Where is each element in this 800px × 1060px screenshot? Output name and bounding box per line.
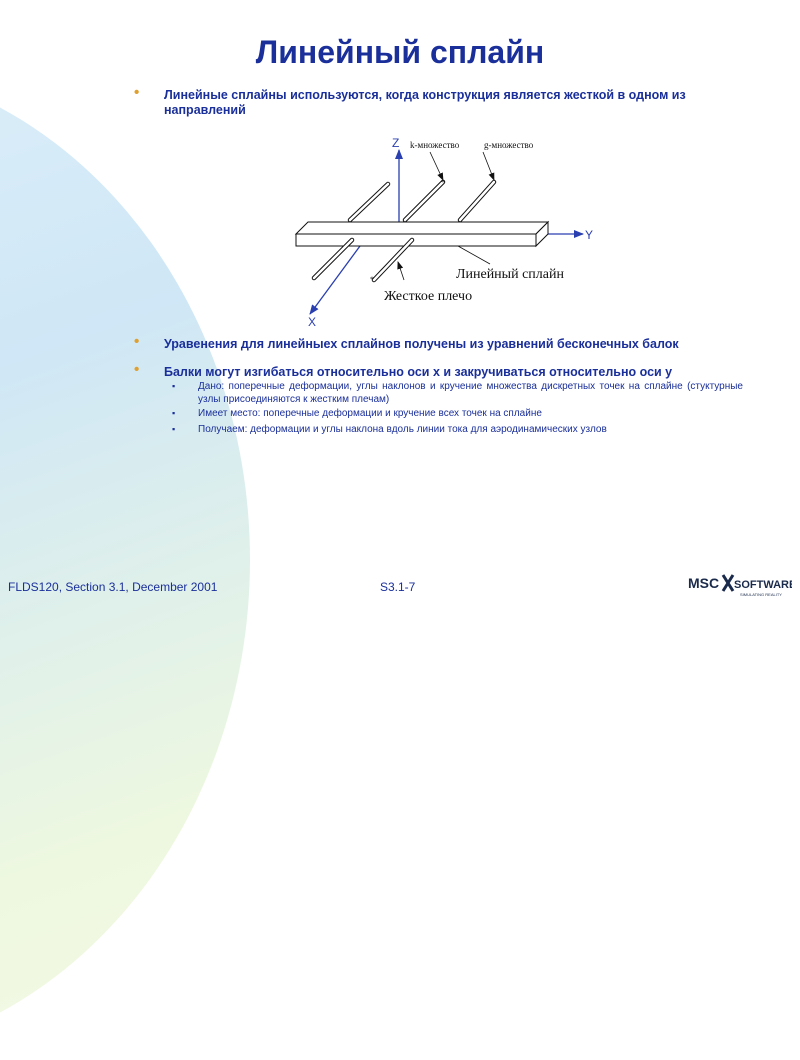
sub-bullet-marker: ▪ — [172, 381, 176, 391]
logo-msc: MSC — [688, 575, 720, 591]
sub-bullet-text-3: Получаем: деформации и углы наклона вдоль линии тока для аэродинамических узлов — [198, 424, 607, 435]
arm-leader — [398, 262, 404, 280]
k-set-leader — [430, 152, 443, 180]
sub-bullet-text-1: Дано: поперечные деформации, углы наклонов и кручение множества дискретных точек на сплайне (стуктурные узлы присоединяются к жестким плечам) — [198, 381, 743, 405]
rigid-arm — [405, 182, 443, 220]
sub-bullet-marker: ▪ — [172, 408, 176, 418]
rigid-arm — [460, 182, 494, 220]
bullet-marker: • — [134, 333, 140, 350]
g-set-leader — [483, 152, 494, 180]
bullet-marker: • — [134, 361, 140, 378]
bullet-marker: • — [134, 84, 140, 101]
logo-software: SOFTWARE — [734, 579, 792, 591]
beam-front — [296, 234, 536, 246]
background-arc — [0, 60, 250, 1060]
k-set-label: k-множество — [410, 140, 460, 150]
k-node-mark: * — [370, 275, 374, 284]
spline-label: Линейный сплайн — [456, 267, 564, 282]
footer-course: FLDS120, Section 3.1, December 2001 — [8, 580, 218, 594]
logo-x-mark — [723, 575, 733, 591]
rigid-arm — [350, 184, 388, 220]
bullet-text-3: Балки могут изгибаться относительно оси x и закручиваться относительно оси y — [164, 365, 673, 379]
spline-leader — [458, 246, 490, 264]
arm-label: Жесткое плечо — [384, 289, 473, 304]
g-set-label: g-множество — [484, 140, 534, 150]
linear-spline-diagram — [280, 128, 600, 328]
msc-software-logo — [688, 572, 792, 603]
bullet-text-1: Линейные сплайны используются, когда конструкция является жесткой в одном из направлений — [164, 88, 686, 117]
footer-page-number: S3.1-7 — [380, 580, 416, 594]
logo-tagline: SIMULATING REALITY — [740, 592, 782, 597]
z-axis-label: Z — [392, 136, 400, 150]
slide-title: Линейный сплайн — [255, 34, 545, 70]
sub-bullet-text-2: Имеет место: поперечные деформации и кручение всех точек на сплайне — [198, 408, 542, 419]
k-node-mark: * — [441, 178, 445, 187]
y-axis-label: Y — [585, 228, 594, 242]
beam-top — [296, 222, 548, 234]
x-axis-label: X — [308, 315, 317, 328]
sub-bullet-marker: ▪ — [172, 424, 176, 434]
bullet-text-2: Уравенения для линейныех сплайнов получены из уравнений бесконечных балок — [164, 337, 679, 351]
